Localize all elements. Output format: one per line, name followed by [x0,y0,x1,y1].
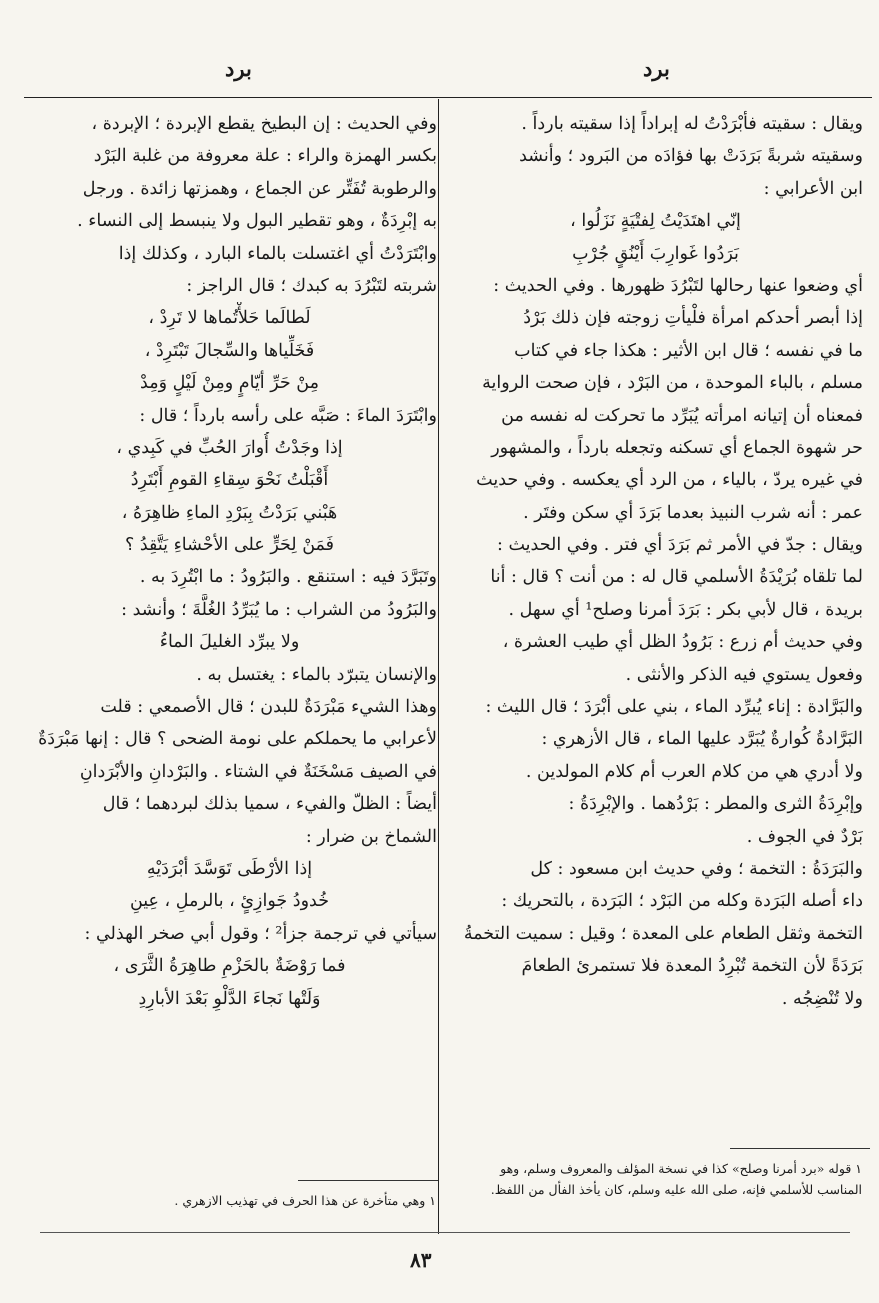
running-header-right: برد [643,56,670,81]
text-line: وسقيته شربةً بَرَدَتْ بها فؤادَه من البَرود ؛ وأنشد [519,146,863,167]
text-line: البَرَّادةُ كُوارةٌ يُبَرَّد عليها الماء ، قال الأزهري : [541,729,863,750]
verse-line: فَخَلِّياها والسِّجالَ تَبْتَرِدْ ، [144,340,315,361]
text-line: بَرْدٌ في الجوف . [746,826,863,847]
text-line: وتَبَرَّدَ فيه : استنقع . والبَرُودُ : ما ابْتُرِدَ به . [139,567,437,588]
text-line: بريدة ، قال لأبي بكر : بَرَدَ أمرنا وصلح¹ أي سهل . [508,599,863,620]
running-header-left: برد [225,56,252,81]
text-line: والبَرَدَةُ : التخمة ؛ وفي حديث ابن مسعود : كل [530,858,863,879]
right-column [448,108,863,1015]
text-line: في غيره يردّ ، بالياء ، من الرد أي يعكسه . وفي حديث [476,470,863,491]
text-line: وابْتَرَدَ الماءَ : صَبَّه على رأسه بارداً ؛ قال : [139,405,437,426]
verse-line: هَبْني بَرَدْتُ بِبَرْدِ الماءِ ظاهِرَهُ ، [121,502,338,523]
verse-line: مِنْ حَرِّ أيّامٍ ومِنْ لَيْلٍ وَمِدْ [140,373,319,394]
text-line: وهذا الشيء مَبْرَدَةٌ للبدن ؛ قال الأصمعي : قلت [100,697,437,718]
text-line: والبَرُودُ من الشراب : ما يُبَرِّدُ الغُلَّةَ ؛ وأنشد : [121,599,437,620]
left-column [22,108,437,1015]
text-line: إذا أبصر أحدكم امرأة فلْيأتِ زوجته فإن ذلك بَرْدُ [523,308,863,329]
text-line: أي وضعوا عنها رحالها لتَبْرُدَ ظهورها . وفي الحديث : [493,275,863,296]
text-line: والبَرَّادة : إناء يُبرِّد الماء ، بني على أبْرَدَ ؛ قال الليث : [485,697,863,718]
text-line: داء أصله البَرَدة وكله من البَرْد ؛ البَرَدة ، بالتحريك : [501,891,863,912]
text-line: مسلم ، بالباء الموحدة ، من البَرْد ، فإن صحت الرواية [482,373,863,394]
text-line: وفي الحديث : إن البطيخ يقطع الإبردة ؛ الإبردة ، [91,114,437,134]
text-line: به إبْرِدَةٌ ، وهو تقطير البول ولا ينبسط إلى النساء . [77,211,437,232]
text-line: ويقال : جدّ في الأمر ثم بَرَدَ أي فتر . وفي الحديث : [497,535,863,556]
text-line: بَرَدَةً لأن التخمة تُبْرِدُ المعدة فلا تستمرئ الطعامَ [521,956,863,977]
verse-line: فَمَنْ لِحَرٍّ على الأحْشاءِ يَتَّقِدُ ؟ [124,535,335,556]
text-line: وإبْرِدَةُ الثرى والمطر : بَرْدُهما . والإبْرِدَةُ : [568,794,863,815]
footnote-rule-right [730,1148,870,1149]
verse-line: بَرَدُوا غَوارِبَ أَيْنُقٍ جُرْبِ [572,243,739,264]
text-line: لأعرابي ما يحملكم على نومة الضحى ؟ قال : إنها مَبْرَدَةٌ [38,729,437,750]
text-line: الشماخ بن ضرار : [305,826,437,847]
verse-line: إنّي اهتَدَيْتُ لِفتْيَةٍ نَزَلُوا ، [570,211,741,232]
text-line: شربته لتَبْرُدَ به كبدك ؛ قال الراجز : [186,275,437,296]
footnote-rule-left [298,1180,438,1181]
text-line: والإنسان يتبرّد بالماء : يغتسل به . [196,664,437,685]
text-line: وفي حديث أم زرع : بَرُودُ الظل أي طيب العشرة ، [502,632,863,653]
text-line: حر شهوة الجماع أي تسكنه وتجعله بارداً ، والمشهور [491,437,863,458]
verse-line: لَطالَما حَلأْتُماها لا تَرِدْ ، [148,308,311,329]
text-line: ولا تُنْضِجُه . [781,988,863,1009]
page-number: ٨٣ [410,1248,432,1272]
text-line: ابن الأعرابي : [763,178,863,199]
verse-line: ولا يبرِّد الغليلَ الماءُ [159,632,300,653]
verse-line: إذا الأرْطَى تَوَسَّدَ أبْرَدَيْهِ [146,858,313,879]
text-line: فمعناه أن إتيانه امرأته يُبَرِّد ما تحركت له نفسه من [501,405,863,426]
text-line: سيأتي في ترجمة جزأ² ؛ وقول أبي صخر الهذلي : [84,923,437,944]
verse-line: خُدودُ جَوازِئٍ ، بالرملِ ، عِينِ [129,891,330,912]
verse-line: أَقْبَلْتُ نَحْوَ سِقاءِ القومِ أَبْتَرِدُ [130,470,329,491]
text-line: في الصيف مَسْخَنَةٌ في الشتاء . والبَرْدانِ والأبْرَدانِ [79,761,437,782]
text-line: وابْتَرَدْتُ أي اغتسلت بالماء البارد ، وكذلك إذا [118,243,437,264]
verse-line: فما رَوْضَةٌ بالحَزْمِ طاهِرَةُ الثَّرَى ، [113,956,346,977]
text-line: أيضاً : الظلّ والفيء ، سميا بذلك لبردهما ؛ قال [102,794,437,815]
verse-line: وَلَتْها نَجاءَ الدَّلْوِ بَعْدَ الأبارِدِ [138,988,321,1009]
text-line: لما تلقاه بُرَيْدَةُ الأسلمي قال له : من أنت ؟ قال : أنا [490,567,863,588]
header-rule [24,97,872,98]
column-divider [438,99,439,1234]
footnote-right: ١ قوله «برد أمرنا وصلح» كذا في نسخة المؤلف والمعروف وسلم، وهو المناسب للأسلمي فإنه، صلى الله عليه وسلم، كان يأخذ الفأل من اللفظ. [490,1161,862,1197]
verse-line: إذا وجَدْتُ أُوارَ الحُبِّ في كَبِدي ، [116,437,343,458]
text-line: ما في نفسه ؛ قال ابن الأثير : هكذا جاء في كتاب [514,340,863,361]
text-line: بكسر الهمزة والراء : علة معروفة من غلبة البَرْد [93,146,437,167]
text-line: ولا أدري هي من كلام العرب أم كلام المولدين . [525,761,863,782]
text-line: والرطوبة تُفَتِّر عن الجماع ، وهمزتها زائدة . ورجل [82,178,437,199]
bottom-rule [40,1232,850,1233]
text-line: وفعول يستوي فيه الذكر والأنثى . [625,664,863,685]
footnote-left: ١ وهي متأخرة عن هذا الحرف في تهذيب الازهري . [174,1193,436,1208]
text-line: ويقال : سقيته فأبْرَدْتُ له إبراداً إذا سقيته بارداً . [521,114,863,134]
text-line: عمر : أنه شرب النبيذ بعدما بَرَدَ أي سكن وفتَر . [523,502,863,523]
text-line: التخمة وثقل الطعام على المعدة ؛ وقيل : سميت التخمةُ [463,923,863,944]
